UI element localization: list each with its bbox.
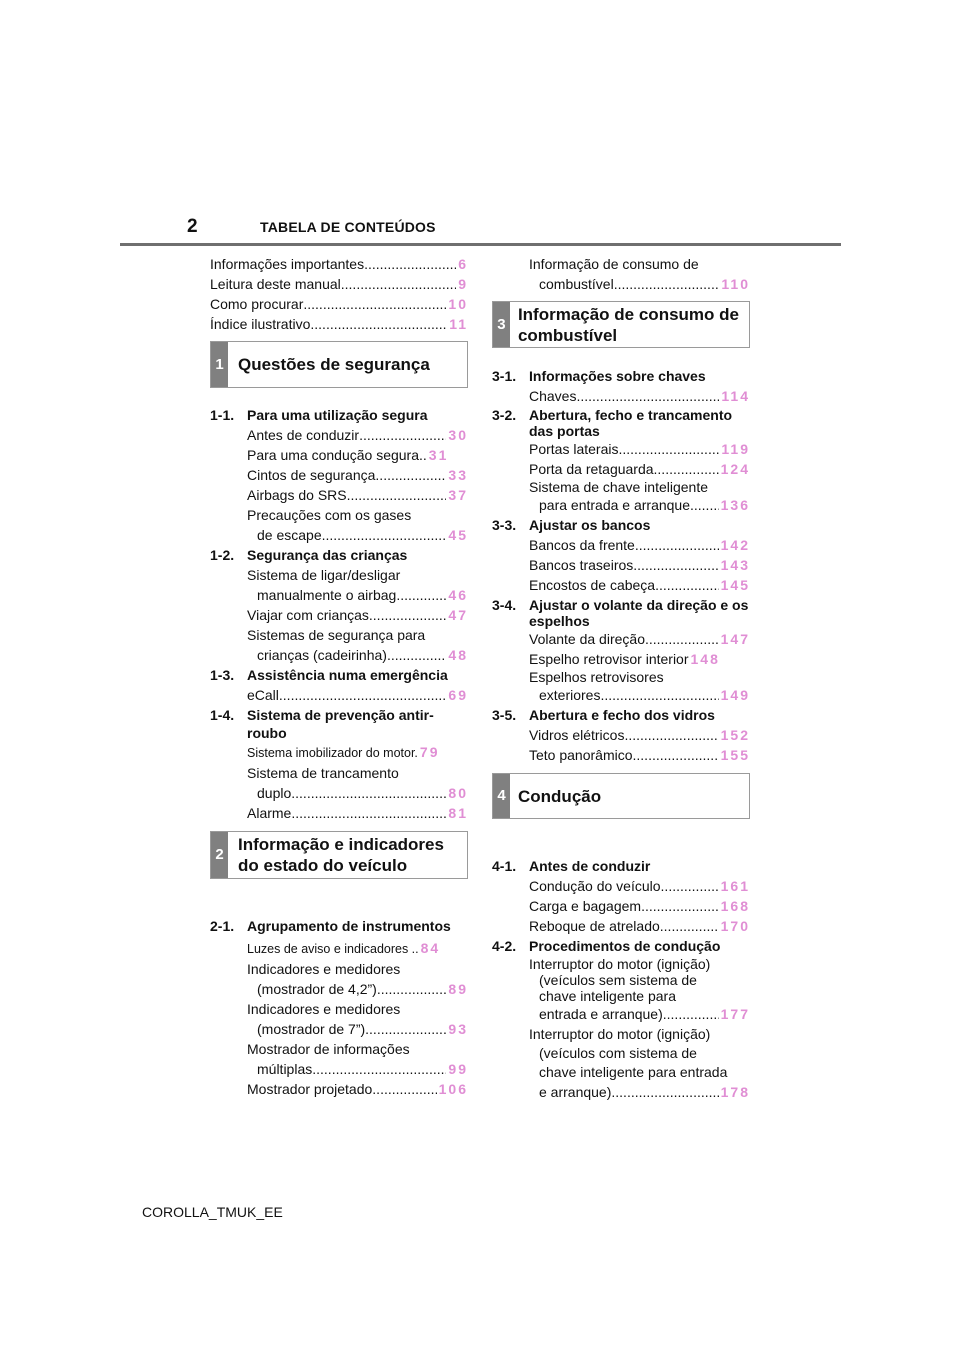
chapter-number-tab: 2 bbox=[211, 832, 228, 878]
leader-dots bbox=[635, 535, 719, 555]
chapter-title: Informação e indicadores do estado do veículo bbox=[238, 835, 444, 875]
entry-title-line: Sistema de chave inteligente bbox=[529, 479, 708, 495]
entry-page[interactable]: 48 bbox=[448, 647, 468, 663]
toc-entry[interactable] bbox=[210, 525, 468, 545]
leader-dots bbox=[614, 274, 720, 294]
toc-entry[interactable] bbox=[492, 1082, 750, 1102]
toc-entry[interactable] bbox=[210, 274, 468, 294]
toc-entry[interactable] bbox=[210, 314, 468, 334]
leader-dots bbox=[369, 605, 447, 625]
entry-page[interactable]: 69 bbox=[448, 687, 468, 703]
entry-title: exteriores bbox=[539, 687, 601, 703]
section-number: 3-1. bbox=[492, 368, 517, 384]
entry-title: Carga e bagagem bbox=[529, 898, 642, 914]
entry-title: Índice ilustrativo bbox=[210, 316, 311, 332]
toc-entry[interactable] bbox=[492, 386, 750, 406]
chapter-title: Questões de segurança bbox=[238, 355, 430, 374]
leader-dots bbox=[655, 575, 719, 595]
section-title: Informações sobre chaves bbox=[529, 368, 706, 384]
entry-page[interactable]: 149 bbox=[720, 687, 750, 703]
entry-page[interactable]: 148 bbox=[690, 651, 720, 667]
entry-title: manualmente o airbag bbox=[257, 587, 397, 603]
section-number: 1-3. bbox=[210, 667, 235, 683]
entry-page[interactable]: 80 bbox=[448, 785, 468, 801]
leader-dots bbox=[375, 465, 446, 485]
leader-dots bbox=[661, 876, 719, 896]
leader-dots bbox=[322, 525, 447, 545]
toc-entry[interactable] bbox=[210, 1019, 468, 1039]
section-number: 2-1. bbox=[210, 918, 235, 934]
chapter-box[interactable] bbox=[492, 301, 750, 348]
section-number: 4-2. bbox=[492, 938, 517, 954]
entry-title-line: Espelhos retrovisores bbox=[529, 669, 664, 685]
section-number: 1-4. bbox=[210, 707, 235, 723]
leader-dots bbox=[645, 629, 719, 649]
entry-page[interactable]: 124 bbox=[720, 461, 750, 477]
section-heading bbox=[492, 936, 750, 956]
entry-title-line: chave inteligente para bbox=[539, 988, 676, 1004]
toc-entry[interactable] bbox=[210, 938, 468, 959]
entry-title: (mostrador de 4,2”) bbox=[257, 981, 377, 997]
leader-dots bbox=[291, 783, 446, 803]
toc-entry[interactable] bbox=[210, 1059, 468, 1079]
entry-title: múltiplas bbox=[257, 1061, 313, 1077]
entry-page[interactable]: 119 bbox=[721, 441, 750, 457]
entry-title: Vidros elétricos bbox=[529, 727, 625, 743]
leader-dots bbox=[341, 274, 456, 294]
toc-entry[interactable] bbox=[492, 274, 750, 294]
footer-code: COROLLA_TMUK_EE bbox=[142, 1204, 283, 1220]
entry-page[interactable]: 47 bbox=[448, 607, 468, 623]
entry-title: duplo bbox=[257, 785, 292, 801]
entry-page[interactable]: 114 bbox=[721, 388, 750, 404]
toc-entry[interactable] bbox=[492, 555, 750, 575]
toc-entry[interactable] bbox=[492, 535, 750, 555]
entry-page[interactable]: 6 bbox=[458, 256, 468, 272]
chapter-box[interactable] bbox=[210, 341, 468, 388]
right-column bbox=[492, 254, 750, 1102]
leader-dots bbox=[387, 645, 446, 665]
section-title: Abertura e fecho dos vidros bbox=[529, 707, 715, 723]
leader-dots bbox=[633, 555, 718, 575]
entry-page[interactable]: 142 bbox=[720, 537, 750, 553]
entry-title: Airbags do SRS bbox=[247, 487, 347, 503]
entry-title: Espelho retrovisor interior bbox=[529, 651, 689, 667]
leader-dots bbox=[310, 314, 447, 334]
entry-title-line: Sistema de trancamento bbox=[247, 765, 399, 781]
toc-entry[interactable] bbox=[492, 439, 750, 459]
section-number: 1-1. bbox=[210, 407, 235, 423]
entry-title: Mostrador projetado bbox=[247, 1081, 373, 1097]
entry-page[interactable]: 155 bbox=[720, 747, 750, 763]
entry-title: eCall bbox=[247, 687, 279, 703]
entry-title-line: Sistemas de segurança para bbox=[247, 627, 426, 643]
entry-title: Cintos de segurança bbox=[247, 467, 376, 483]
entry-title-line: Indicadores e medidores bbox=[247, 1001, 401, 1017]
section-heading bbox=[492, 515, 750, 535]
toc-entry[interactable] bbox=[492, 649, 750, 669]
entry-title: entrada e arranque) bbox=[539, 1006, 663, 1022]
chapter-box[interactable] bbox=[210, 831, 468, 879]
entry-page[interactable]: 93 bbox=[448, 1021, 468, 1037]
toc-entry[interactable] bbox=[492, 725, 750, 745]
entry-title: Viajar com crianças bbox=[247, 607, 369, 623]
entry-title: Teto panorâmico bbox=[529, 747, 633, 763]
entry-title: Luzes de aviso e indicadores .. bbox=[247, 942, 419, 956]
leader-dots bbox=[654, 459, 719, 479]
entry-page[interactable]: 30 bbox=[448, 427, 468, 443]
entry-title: Alarme bbox=[247, 805, 292, 821]
entry-title: Chaves bbox=[529, 388, 577, 404]
leader-dots bbox=[600, 685, 718, 705]
toc-entry[interactable] bbox=[210, 445, 468, 465]
leader-dots bbox=[611, 1082, 718, 1102]
toc-entry[interactable] bbox=[492, 876, 750, 896]
entry-page[interactable]: 33 bbox=[448, 467, 468, 483]
toc-entry[interactable] bbox=[210, 585, 468, 605]
toc-entry[interactable] bbox=[210, 294, 468, 314]
entry-title-line: Sistema de ligar/desligar bbox=[247, 567, 401, 583]
entry-title: Para uma condução segura.. bbox=[247, 447, 427, 463]
entry-page[interactable]: 145 bbox=[720, 577, 750, 593]
entry-title: Volante da direção bbox=[529, 631, 645, 647]
toc-entry[interactable] bbox=[492, 459, 750, 479]
section-heading bbox=[210, 665, 468, 685]
section-heading bbox=[492, 856, 750, 876]
page-number: 2 bbox=[187, 216, 198, 237]
entry-page[interactable]: 99 bbox=[448, 1061, 468, 1077]
section-heading bbox=[210, 706, 468, 742]
entry-title: Bancos traseiros bbox=[529, 557, 634, 573]
entry-title: Sistema imobilizador do motor. bbox=[247, 746, 418, 760]
section-number: 4-1. bbox=[492, 858, 517, 874]
entry-title-line: Precauções com os gases bbox=[247, 507, 412, 523]
leader-dots bbox=[618, 439, 719, 459]
section-heading bbox=[492, 597, 750, 629]
entry-page[interactable]: 31 bbox=[428, 447, 449, 463]
entry-page[interactable]: 89 bbox=[448, 981, 468, 997]
leader-dots bbox=[641, 896, 719, 916]
entry-title: Como procurar bbox=[210, 296, 304, 312]
entry-title: Reboque de atrelado bbox=[529, 918, 660, 934]
toc-entry[interactable] bbox=[210, 645, 468, 665]
entry-page[interactable]: 46 bbox=[448, 587, 468, 603]
entry-title-line: (veículos sem sistema de bbox=[539, 972, 697, 988]
entry-title-line: Interruptor do motor (ignição) bbox=[529, 956, 711, 972]
leader-dots bbox=[663, 1004, 719, 1024]
leader-dots bbox=[359, 425, 446, 445]
section-number: 3-3. bbox=[492, 517, 517, 533]
toc-entry[interactable] bbox=[210, 742, 468, 763]
chapter-box[interactable] bbox=[492, 773, 750, 819]
entry-title: para entrada e arranque bbox=[539, 497, 690, 513]
section-heading bbox=[492, 705, 750, 725]
leader-dots bbox=[377, 979, 447, 999]
toc-entry[interactable] bbox=[492, 685, 750, 705]
toc-entry[interactable] bbox=[492, 1004, 750, 1024]
page-title: TABELA DE CONTEÚDOS bbox=[260, 219, 436, 235]
toc-entry[interactable] bbox=[492, 896, 750, 916]
leader-dots bbox=[365, 1019, 446, 1039]
section-title: Ajustar os bancos bbox=[529, 517, 651, 533]
chapter-number-tab: 3 bbox=[493, 302, 510, 347]
entry-title: Informações importantes bbox=[210, 256, 365, 272]
entry-title: Bancos da frente bbox=[529, 537, 635, 553]
section-title: Assistência numa emergência bbox=[247, 667, 448, 683]
entry-page[interactable]: 143 bbox=[720, 557, 750, 573]
entry-page[interactable]: 161 bbox=[720, 878, 750, 894]
section-title: Ajustar o volante da direção e os espelhos bbox=[529, 597, 749, 629]
section-heading bbox=[492, 366, 750, 386]
leader-dots bbox=[576, 386, 719, 406]
toc-entry[interactable] bbox=[210, 1079, 468, 1099]
section-title: Agrupamento de instrumentos bbox=[247, 918, 451, 934]
entry-page[interactable]: 9 bbox=[458, 276, 468, 292]
leader-dots bbox=[633, 745, 719, 765]
section-heading bbox=[492, 407, 750, 439]
entry-page[interactable]: 11 bbox=[449, 316, 468, 332]
toc-entry[interactable] bbox=[492, 575, 750, 595]
entry-title: combustível bbox=[539, 276, 614, 292]
chapter-title: Informação de consumo de combustível bbox=[517, 304, 739, 345]
entry-title-line: Indicadores e medidores bbox=[247, 961, 401, 977]
toc-entry[interactable] bbox=[210, 979, 468, 999]
entry-page[interactable]: 110 bbox=[721, 276, 750, 292]
entry-page[interactable]: 177 bbox=[720, 1006, 750, 1022]
entry-page[interactable]: 84 bbox=[420, 940, 441, 956]
leader-dots bbox=[624, 725, 718, 745]
leader-dots bbox=[279, 685, 447, 705]
entry-page[interactable]: 168 bbox=[720, 898, 750, 914]
section-number: 3-2. bbox=[492, 407, 517, 423]
entry-title-line: Mostrador de informações bbox=[247, 1041, 410, 1057]
entry-page[interactable]: 152 bbox=[720, 727, 750, 743]
entry-title: Condução do veículo bbox=[529, 878, 661, 894]
toc-entry[interactable] bbox=[492, 629, 750, 649]
entry-title-line: Informação de consumo de bbox=[529, 256, 699, 272]
entry-title: crianças (cadeirinha) bbox=[257, 647, 387, 663]
toc-entry[interactable] bbox=[210, 783, 468, 803]
toc-entry[interactable] bbox=[492, 745, 750, 765]
entry-page[interactable]: 10 bbox=[448, 296, 468, 312]
entry-page[interactable]: 81 bbox=[448, 805, 468, 821]
entry-title: Encostos de cabeça bbox=[529, 577, 656, 593]
section-heading bbox=[210, 916, 468, 936]
entry-title: Antes de conduzir bbox=[247, 427, 360, 443]
section-number: 3-5. bbox=[492, 707, 517, 723]
chapter-title: Condução bbox=[518, 786, 602, 806]
toc-entry[interactable] bbox=[210, 254, 468, 274]
left-column bbox=[210, 254, 468, 1099]
entry-title: de escape bbox=[257, 527, 322, 543]
entry-title: e arranque) bbox=[539, 1084, 612, 1100]
leader-dots bbox=[372, 1079, 436, 1099]
toc-entry[interactable] bbox=[210, 485, 468, 505]
leader-dots bbox=[291, 803, 446, 823]
toc-entry[interactable] bbox=[210, 425, 468, 445]
entry-title: Portas laterais bbox=[529, 441, 619, 457]
page-header bbox=[0, 0, 960, 260]
chapter-number-tab: 1 bbox=[211, 342, 228, 387]
entry-page[interactable]: 147 bbox=[720, 631, 750, 647]
entry-page[interactable]: 79 bbox=[419, 744, 440, 760]
entry-page[interactable]: 136 bbox=[720, 497, 750, 513]
entry-title-line: chave inteligente para entrada bbox=[539, 1064, 728, 1080]
section-number: 1-2. bbox=[210, 547, 235, 563]
section-number: 3-4. bbox=[492, 597, 517, 613]
entry-page[interactable]: 178 bbox=[720, 1084, 750, 1100]
leader-dots bbox=[347, 485, 447, 505]
section-title: Antes de conduzir bbox=[529, 858, 651, 874]
leader-dots bbox=[660, 916, 719, 936]
leader-dots bbox=[690, 495, 719, 515]
section-title: Para uma utilização segura bbox=[247, 407, 428, 423]
toc-entry[interactable] bbox=[492, 916, 750, 936]
section-title: Segurança das crianças bbox=[247, 547, 408, 563]
entry-title: Leitura deste manual bbox=[210, 276, 341, 292]
toc-entry[interactable] bbox=[210, 605, 468, 625]
section-title: Procedimentos de condução bbox=[529, 938, 721, 954]
entry-title: Porta da retaguarda bbox=[529, 461, 654, 477]
entry-title: (mostrador de 7”) bbox=[257, 1021, 366, 1037]
chapter-number-tab: 4 bbox=[493, 774, 510, 818]
leader-dots bbox=[303, 294, 446, 314]
entry-title-line: Interruptor do motor (ignição) bbox=[529, 1026, 711, 1042]
header-rule bbox=[120, 243, 841, 246]
leader-dots bbox=[364, 254, 456, 274]
section-heading bbox=[210, 405, 468, 425]
entry-page[interactable]: 106 bbox=[438, 1081, 468, 1097]
entry-title-line: (veículos com sistema de bbox=[539, 1045, 697, 1061]
entry-page[interactable]: 45 bbox=[448, 527, 468, 543]
leader-dots bbox=[312, 1059, 446, 1079]
leader-dots bbox=[396, 585, 446, 605]
section-title: Sistema de prevenção antir-roubo bbox=[247, 707, 434, 741]
entry-page[interactable]: 170 bbox=[720, 918, 750, 934]
toc-entry[interactable] bbox=[210, 685, 468, 705]
section-heading bbox=[210, 545, 468, 565]
toc-entry[interactable] bbox=[210, 803, 468, 823]
section-title: Abertura, fecho e trancamento das portas bbox=[529, 407, 733, 439]
entry-page[interactable]: 37 bbox=[448, 487, 468, 503]
toc-entry[interactable] bbox=[210, 465, 468, 485]
toc-entry[interactable] bbox=[492, 495, 750, 515]
